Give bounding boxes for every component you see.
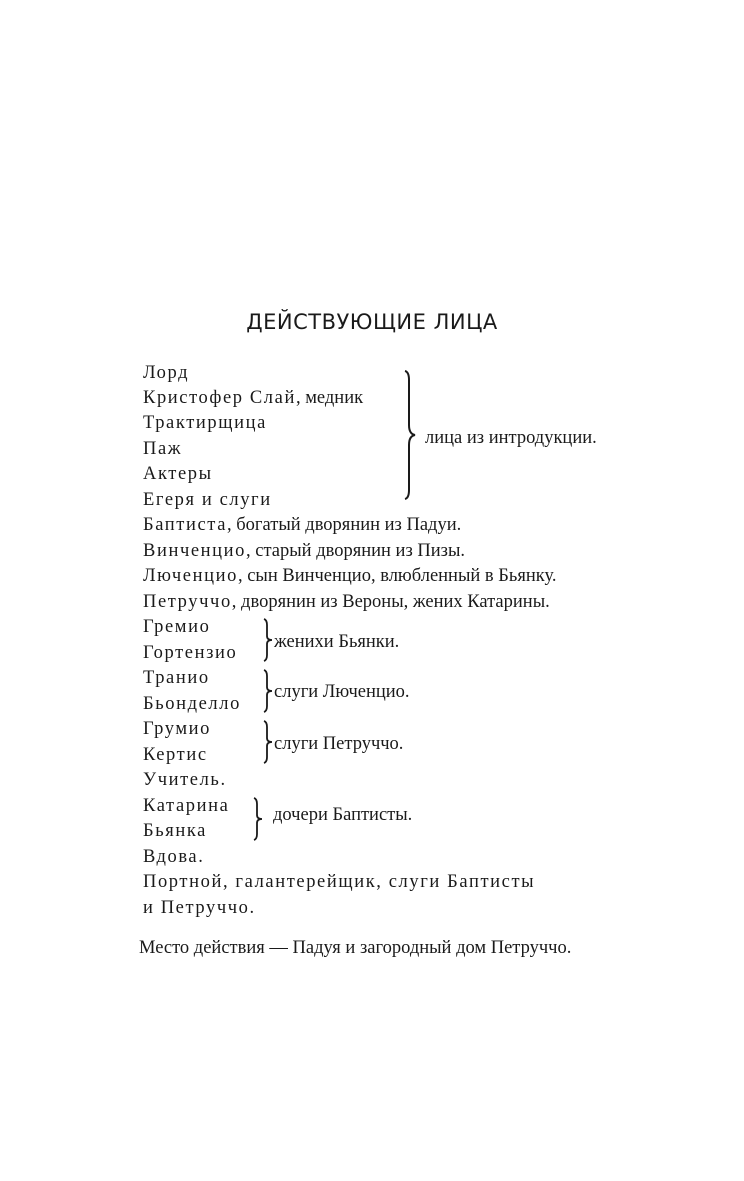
character-huntsmen: Егеря и слуги [143,490,272,510]
character-others-line2: и Петруччо. [143,898,256,918]
character-sly [143,386,363,410]
suitors-note: женихи Бьянки. [274,632,400,652]
character-teacher: Учитель. [143,770,227,790]
character-desc: , богатый дворянин из Падуи. [227,515,462,535]
character-curtis: Кертис [143,745,208,765]
brace-petruchio-servants [261,720,275,764]
character-widow: Вдова. [143,847,205,867]
daughters-note: дочери Баптисты. [273,805,413,825]
character-name: Кристофер Слай [143,388,296,408]
character-lucentio [143,564,556,588]
brace-daughters [251,797,265,841]
character-petruchio [143,590,550,614]
brace-suitors [261,618,275,662]
character-hostess: Трактирщица [143,413,267,433]
character-biondello: Бьонделло [143,694,241,714]
character-baptista [143,513,461,537]
character-lord: Лорд [143,363,190,383]
character-desc: , дворянин из Вероны, жених Катарины. [231,592,550,612]
character-desc: , сын Винченцио, влюбленный в Бьянку. [237,566,557,586]
character-katharina: Катарина [143,796,230,816]
character-vincentio [143,539,465,563]
character-name: Люченцио [143,566,238,586]
character-players: Актеры [143,464,213,484]
intro-note: лица из интродукции. [425,428,597,448]
lucentio-servants-note: слуги Люченцио. [274,682,410,702]
place-of-action: Место действия — Падуя и загородный дом Петруччо. [139,938,572,958]
character-name: Винченцио [143,541,247,561]
character-grumio: Грумио [143,719,211,739]
character-desc: , медник [295,388,364,408]
character-name: Баптиста [143,515,228,535]
character-desc: , старый дворянин из Пизы. [246,541,466,561]
character-hortensio: Гортензио [143,643,238,663]
character-bianca: Бьянка [143,821,207,841]
character-others-line1: Портной, галантерейщик, слуги Баптисты [143,872,536,892]
character-name: Петруччо [143,592,232,612]
brace-lucentio-servants [261,669,275,713]
brace-intro [400,370,418,500]
character-gremio: Гремио [143,617,211,637]
page-title: ДЕЙСТВУЮЩИЕ ЛИЦА [246,310,498,334]
petruchio-servants-note: слуги Петруччо. [274,734,404,754]
character-tranio: Транио [143,668,210,688]
character-page: Паж [143,439,183,459]
